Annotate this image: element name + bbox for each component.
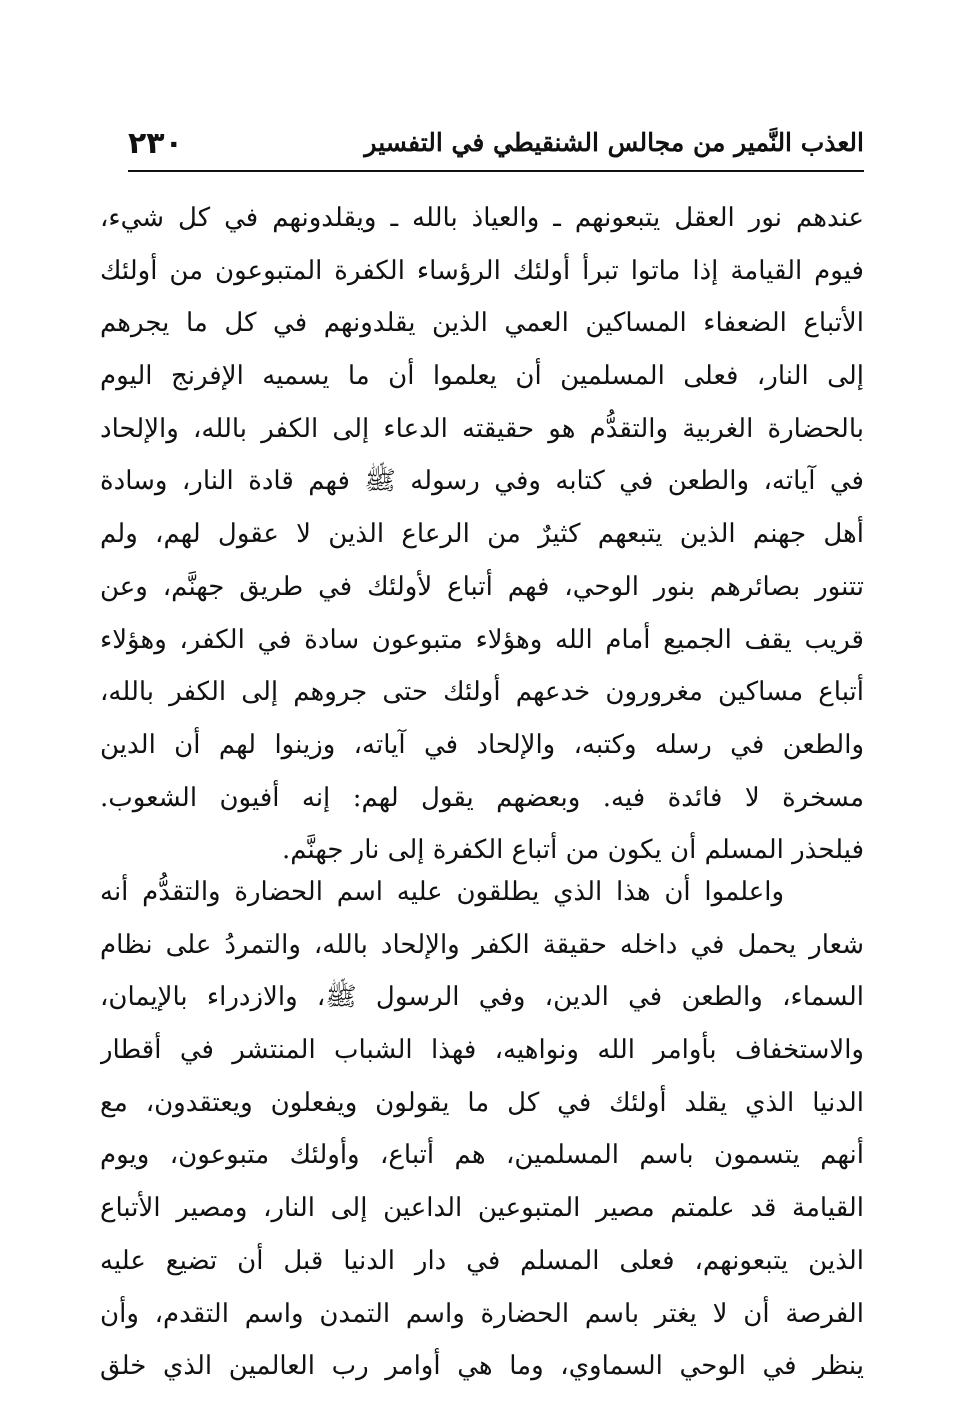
text-line: القيامة قد علمتم مصير المتبوعين الداعين إلى النار، ومصير الأتباع xyxy=(100,1193,864,1224)
text-line: قريب يقف الجميع أمام الله وهؤلاء متبوعون سادة في الكفر، وهؤلاء xyxy=(100,624,864,655)
text-line: واعلموا أن هذا الذي يطلقون عليه اسم الحضارة والتقدُّم أنه xyxy=(100,877,784,907)
text-line: فيلحذر المسلم أن يكون من أتباع الكفرة إلى نار جهنَّم. xyxy=(281,835,864,866)
text-line: تتنور بصائرهم بنور الوحي، فهم أتباع لأولئك في طريق جهنَّم، وعن xyxy=(100,571,864,602)
text-line: والاستخفاف بأوامر الله ونواهيه، فهذا الشباب المنتشر في أقطار xyxy=(100,1035,864,1066)
running-title: العذب النَّمير من مجالس الشنقيطي في التفسير xyxy=(364,128,864,157)
text-line: بالحضارة الغربية والتقدُّم هو حقيقته الدعاء إلى الكفر بالله، والإلحاد xyxy=(100,413,864,444)
text-line: مسخرة لا فائدة فيه. وبعضهم يقول لهم: إنه أفيون الشعوب. xyxy=(100,782,864,813)
paragraph-2 xyxy=(100,866,864,1393)
text-line: الفرصة أن لا يغتر باسم الحضارة واسم التمدن واسم التقدم، وأن xyxy=(100,1298,864,1329)
header-divider xyxy=(128,170,864,172)
text-line: في آياته، والطعن في كتابه وفي رسوله ﷺ فهم قادة النار، وسادة xyxy=(100,466,864,497)
text-line: إلى النار، فعلى المسلمين أن يعلموا أن ما يسميه الإفرنج اليوم xyxy=(100,361,864,392)
page-number: ٢٣٠ xyxy=(128,126,183,161)
paragraph-1 xyxy=(100,192,864,877)
text-line: ينظر في الوحي السماوي، وما هي أوامر رب العالمين الذي خلق xyxy=(100,1351,864,1382)
text-line: السماء، والطعن في الدين، وفي الرسول ﷺ، والازدراء بالإيمان، xyxy=(100,982,864,1013)
text-line: فيوم القيامة إذا ماتوا تبرأ أولئك الرؤساء الكفرة المتبوعون من أولئك xyxy=(100,255,864,286)
page-header xyxy=(128,122,864,168)
text-line: الذين يتبعونهم، فعلى المسلم في دار الدنيا قبل أن تضيع عليه xyxy=(100,1245,864,1276)
text-line: أتباع مساكين مغرورون خدعهم أولئك حتى جروهم إلى الكفر بالله، xyxy=(100,677,864,708)
text-line: أهل جهنم الذين يتبعهم كثيرٌ من الرعاع الذين لا عقول لهم، ولم xyxy=(100,519,864,550)
text-line: الأتباع الضعفاء المساكين العمي الذين يقلدونهم في كل ما يجرهم xyxy=(100,308,864,339)
text-line: شعار يحمل في داخله حقيقة الكفر والإلحاد بالله، والتمردُ على نظام xyxy=(100,929,864,960)
text-line: عندهم نور العقل يتبعونهم ـ والعياذ بالله ـ ويقلدونهم في كل شيء، xyxy=(100,203,864,233)
text-line: الدنيا الذي يقلد أولئك في كل ما يقولون ويفعلون ويعتقدون، مع xyxy=(100,1087,864,1118)
text-line: والطعن في رسله وكتبه، والإلحاد في آياته، وزينوا لهم أن الدين xyxy=(100,729,864,760)
text-line: أنهم يتسمون باسم المسلمين، هم أتباع، وأولئك متبوعون، ويوم xyxy=(100,1140,864,1171)
